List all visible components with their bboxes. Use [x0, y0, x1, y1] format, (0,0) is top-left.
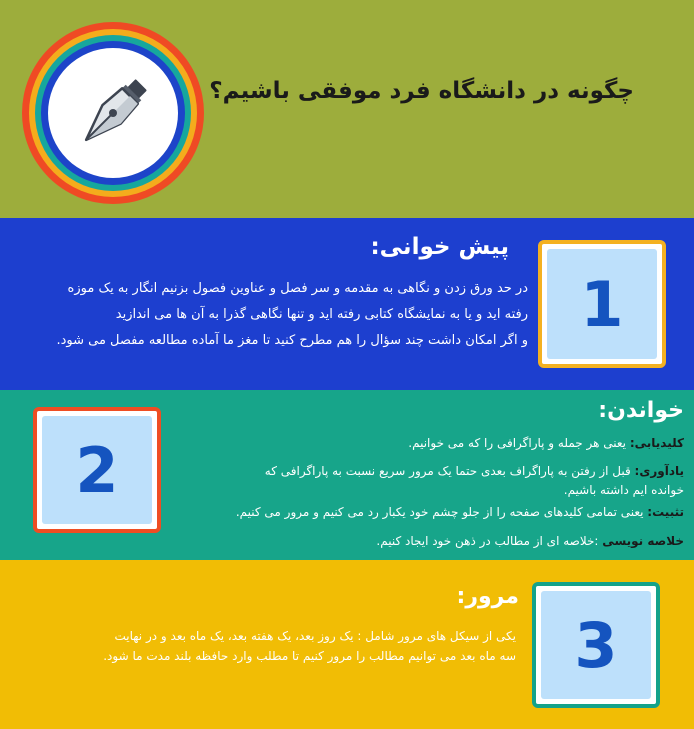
body-line: و اگر امکان داشت چند سؤال را هم مطرح کنید تا مغز ما آماده مطالعه مفصل می شود.: [56, 333, 528, 348]
step-number-box: [538, 240, 666, 368]
list-item: [265, 462, 684, 500]
item-text: یعنی تمامی کلیدهای صفحه را از جلو چشم خود یکبار رد می کنیم و مرور می کنیم.: [235, 505, 648, 519]
section-title: خواندن:: [598, 398, 684, 423]
body-line: یکی از سیکل های مرور شامل : یک روز بعد، یک هفته بعد، یک ماه بعد و در نهایت: [114, 629, 516, 643]
item-text: یعنی هر جمله و پاراگرافی را که می خوانیم.: [408, 436, 630, 450]
item-keyword: کلیدیابی:: [629, 436, 684, 450]
section-reading: [0, 390, 694, 560]
list-item: [236, 503, 684, 522]
item-keyword: یادآوری:: [634, 464, 684, 478]
step-number: 3: [541, 591, 651, 699]
section-title: پیش خوانی:: [370, 234, 509, 260]
section-title: مرور:: [456, 584, 519, 609]
step-number: 2: [42, 416, 152, 524]
item-keyword: تثبیت:: [647, 505, 684, 519]
body-line: در حد ورق زدن و نگاهی به مقدمه و سر فصل و عناوین فصول بزنیم انگار به یک موزه: [67, 281, 528, 296]
section-pre-reading: [0, 218, 694, 390]
list-item: [408, 434, 684, 453]
body-line: سه ماه بعد می توانیم مطالب را مرور کنیم تا مطلب وارد حافظه بلند مدت ما شود.: [103, 649, 516, 663]
page-title: چگونه در دانشگاه فرد موفقی باشیم؟: [209, 78, 634, 104]
list-item: [376, 532, 684, 551]
item-text: :خلاصه ای از مطالب در ذهن خود ایجاد کنیم.: [376, 534, 603, 548]
section-body: [6, 626, 516, 666]
step-number: 1: [547, 249, 657, 359]
item-keyword: خلاصه نویسی: [602, 534, 684, 548]
body-line: رفته اید و یا به نمایشگاه کتابی رفته اید و تنها نگاهی گذرا به آن ها می اندازید: [115, 307, 528, 322]
step-number-box: [33, 407, 161, 533]
section-review: [0, 560, 694, 729]
fountain-pen-nib-icon: [71, 71, 155, 155]
section-body: [8, 276, 528, 354]
header-section: [0, 0, 694, 218]
item-text: قبل از رفتن به پاراگراف بعدی حتما یک مرور سریع نسبت به پاراگرافی که: [264, 464, 635, 478]
step-number-box: [532, 582, 660, 708]
item-text-continued: خوانده ایم داشته باشیم.: [563, 483, 684, 497]
